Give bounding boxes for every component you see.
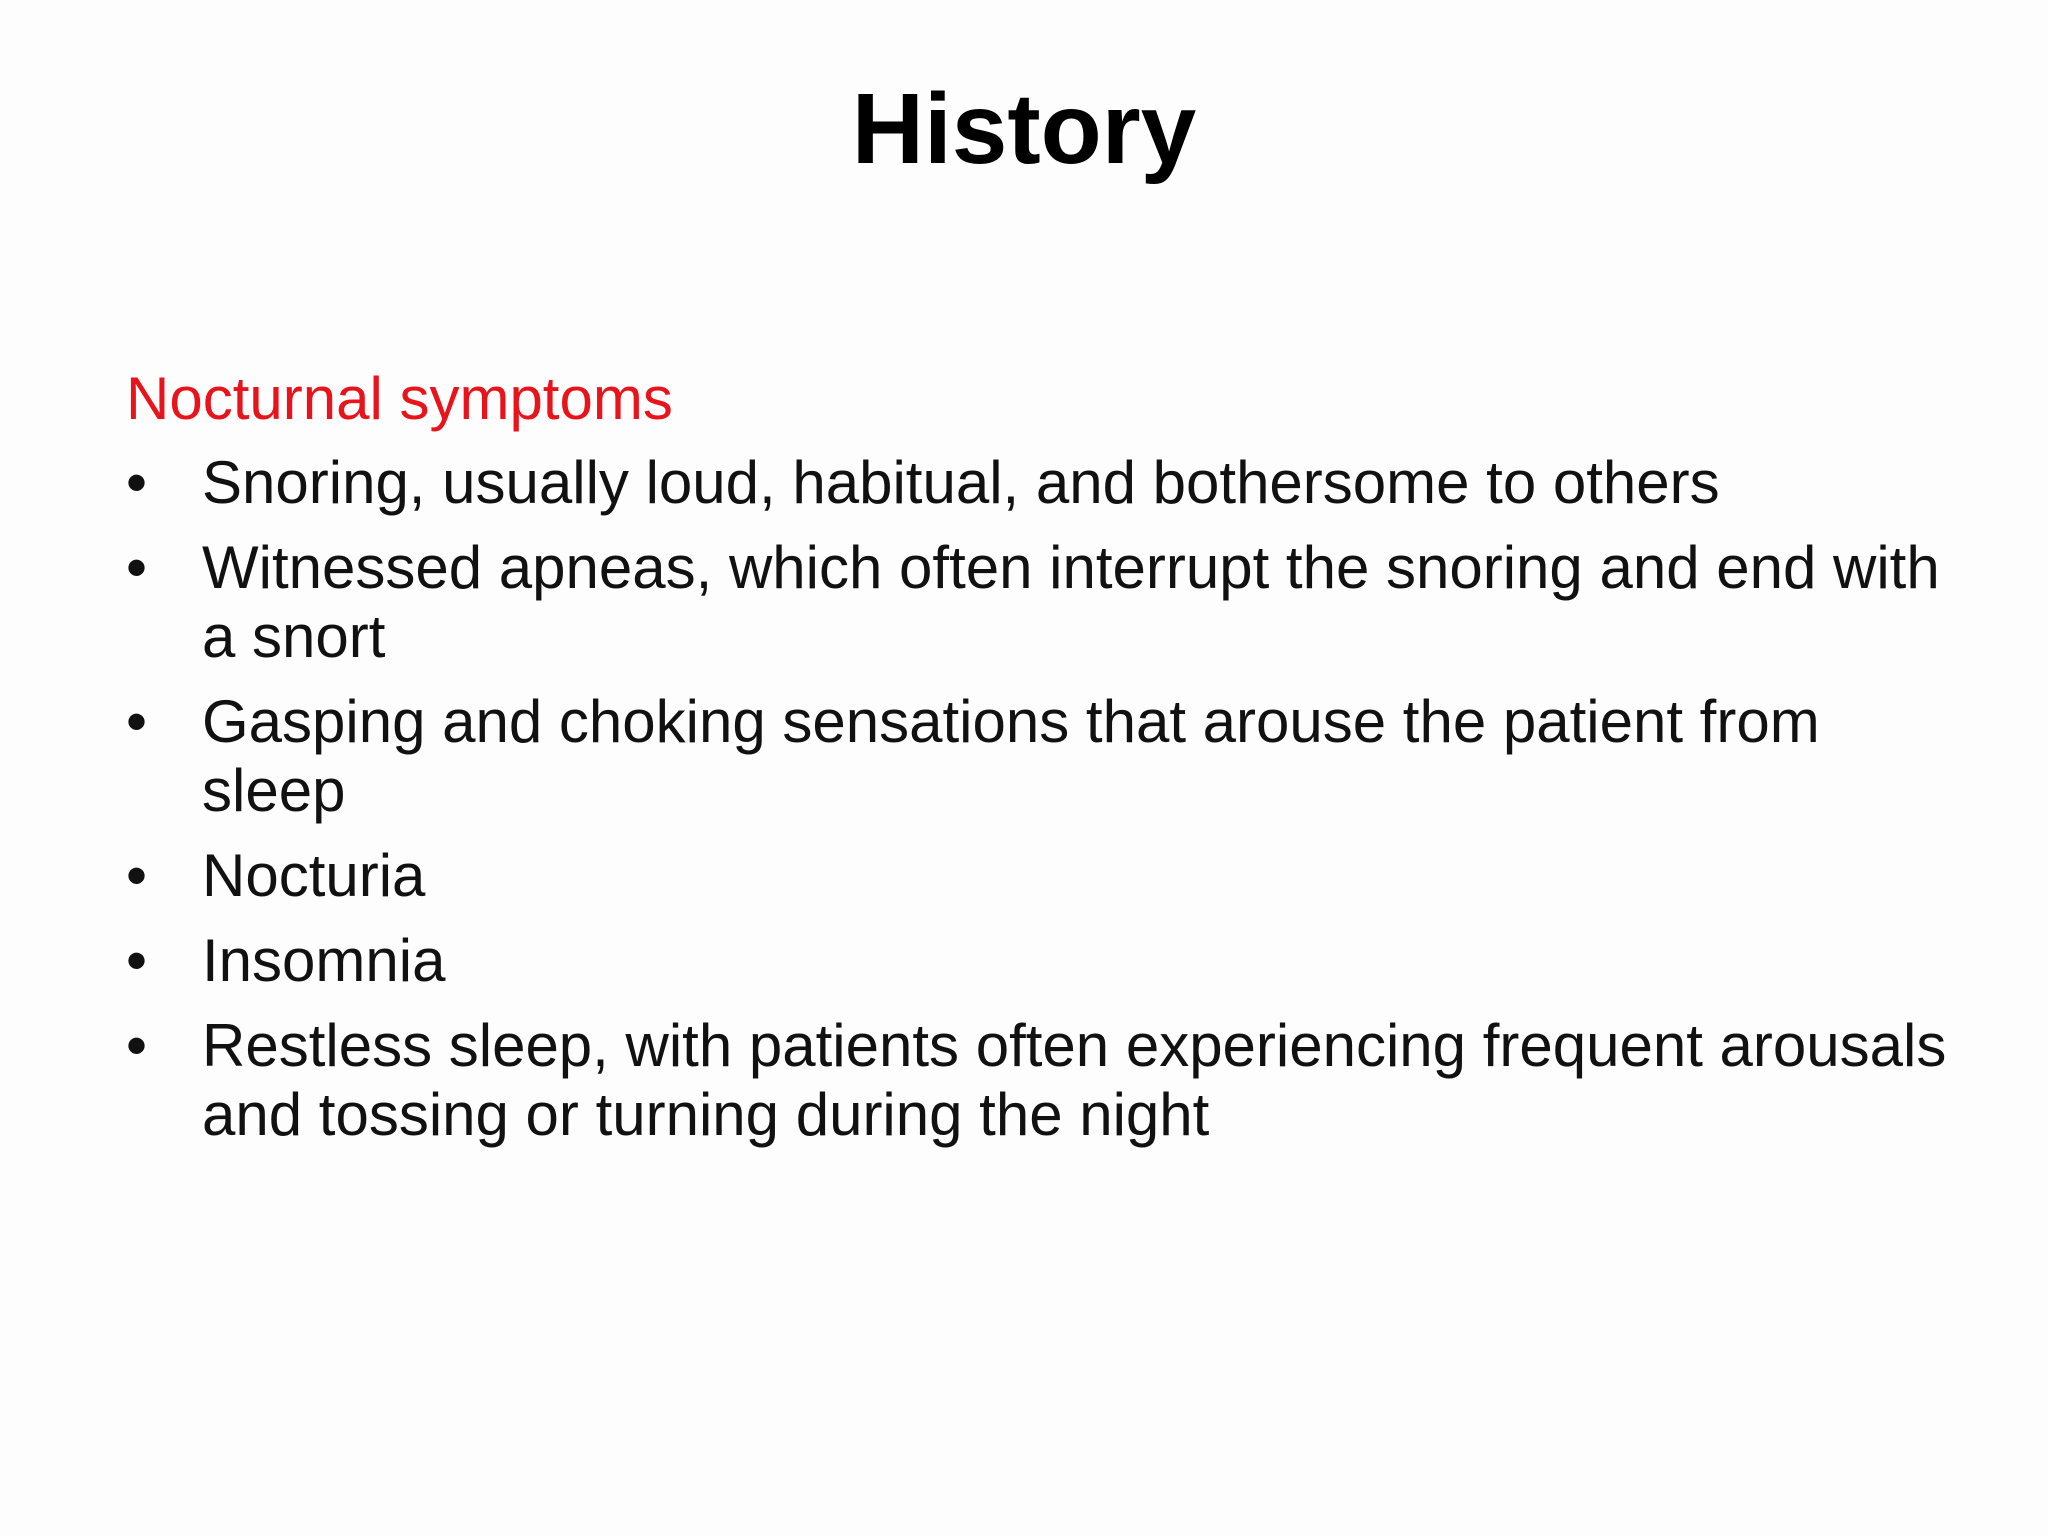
bullet-icon: • <box>126 1012 148 1079</box>
bullet-text: Restless sleep, with patients often experiencing frequent arousals and tossing or turning during the night <box>202 1012 1947 1148</box>
bullet-icon: • <box>126 449 148 516</box>
bullet-list <box>126 448 1966 1165</box>
list-item <box>126 926 1966 995</box>
list-item <box>126 533 1966 671</box>
list-item <box>126 1011 1966 1149</box>
list-item <box>126 687 1966 825</box>
section-heading: Nocturnal symptoms <box>126 365 673 432</box>
bullet-icon: • <box>126 534 148 601</box>
list-item <box>126 448 1966 517</box>
bullet-text: Gasping and choking sensations that arouse the patient from sleep <box>202 688 1820 824</box>
bullet-text: Snoring, usually loud, habitual, and bothersome to others <box>202 449 1720 516</box>
bullet-icon: • <box>126 688 148 755</box>
bullet-text: Insomnia <box>202 927 446 994</box>
list-item <box>126 841 1966 910</box>
bullet-text: Nocturia <box>202 842 426 909</box>
bullet-icon: • <box>126 927 148 994</box>
bullet-text: Witnessed apneas, which often interrupt the snoring and end with a snort <box>202 534 1940 670</box>
bullet-icon: • <box>126 842 148 909</box>
slide-title: History <box>851 73 1197 185</box>
